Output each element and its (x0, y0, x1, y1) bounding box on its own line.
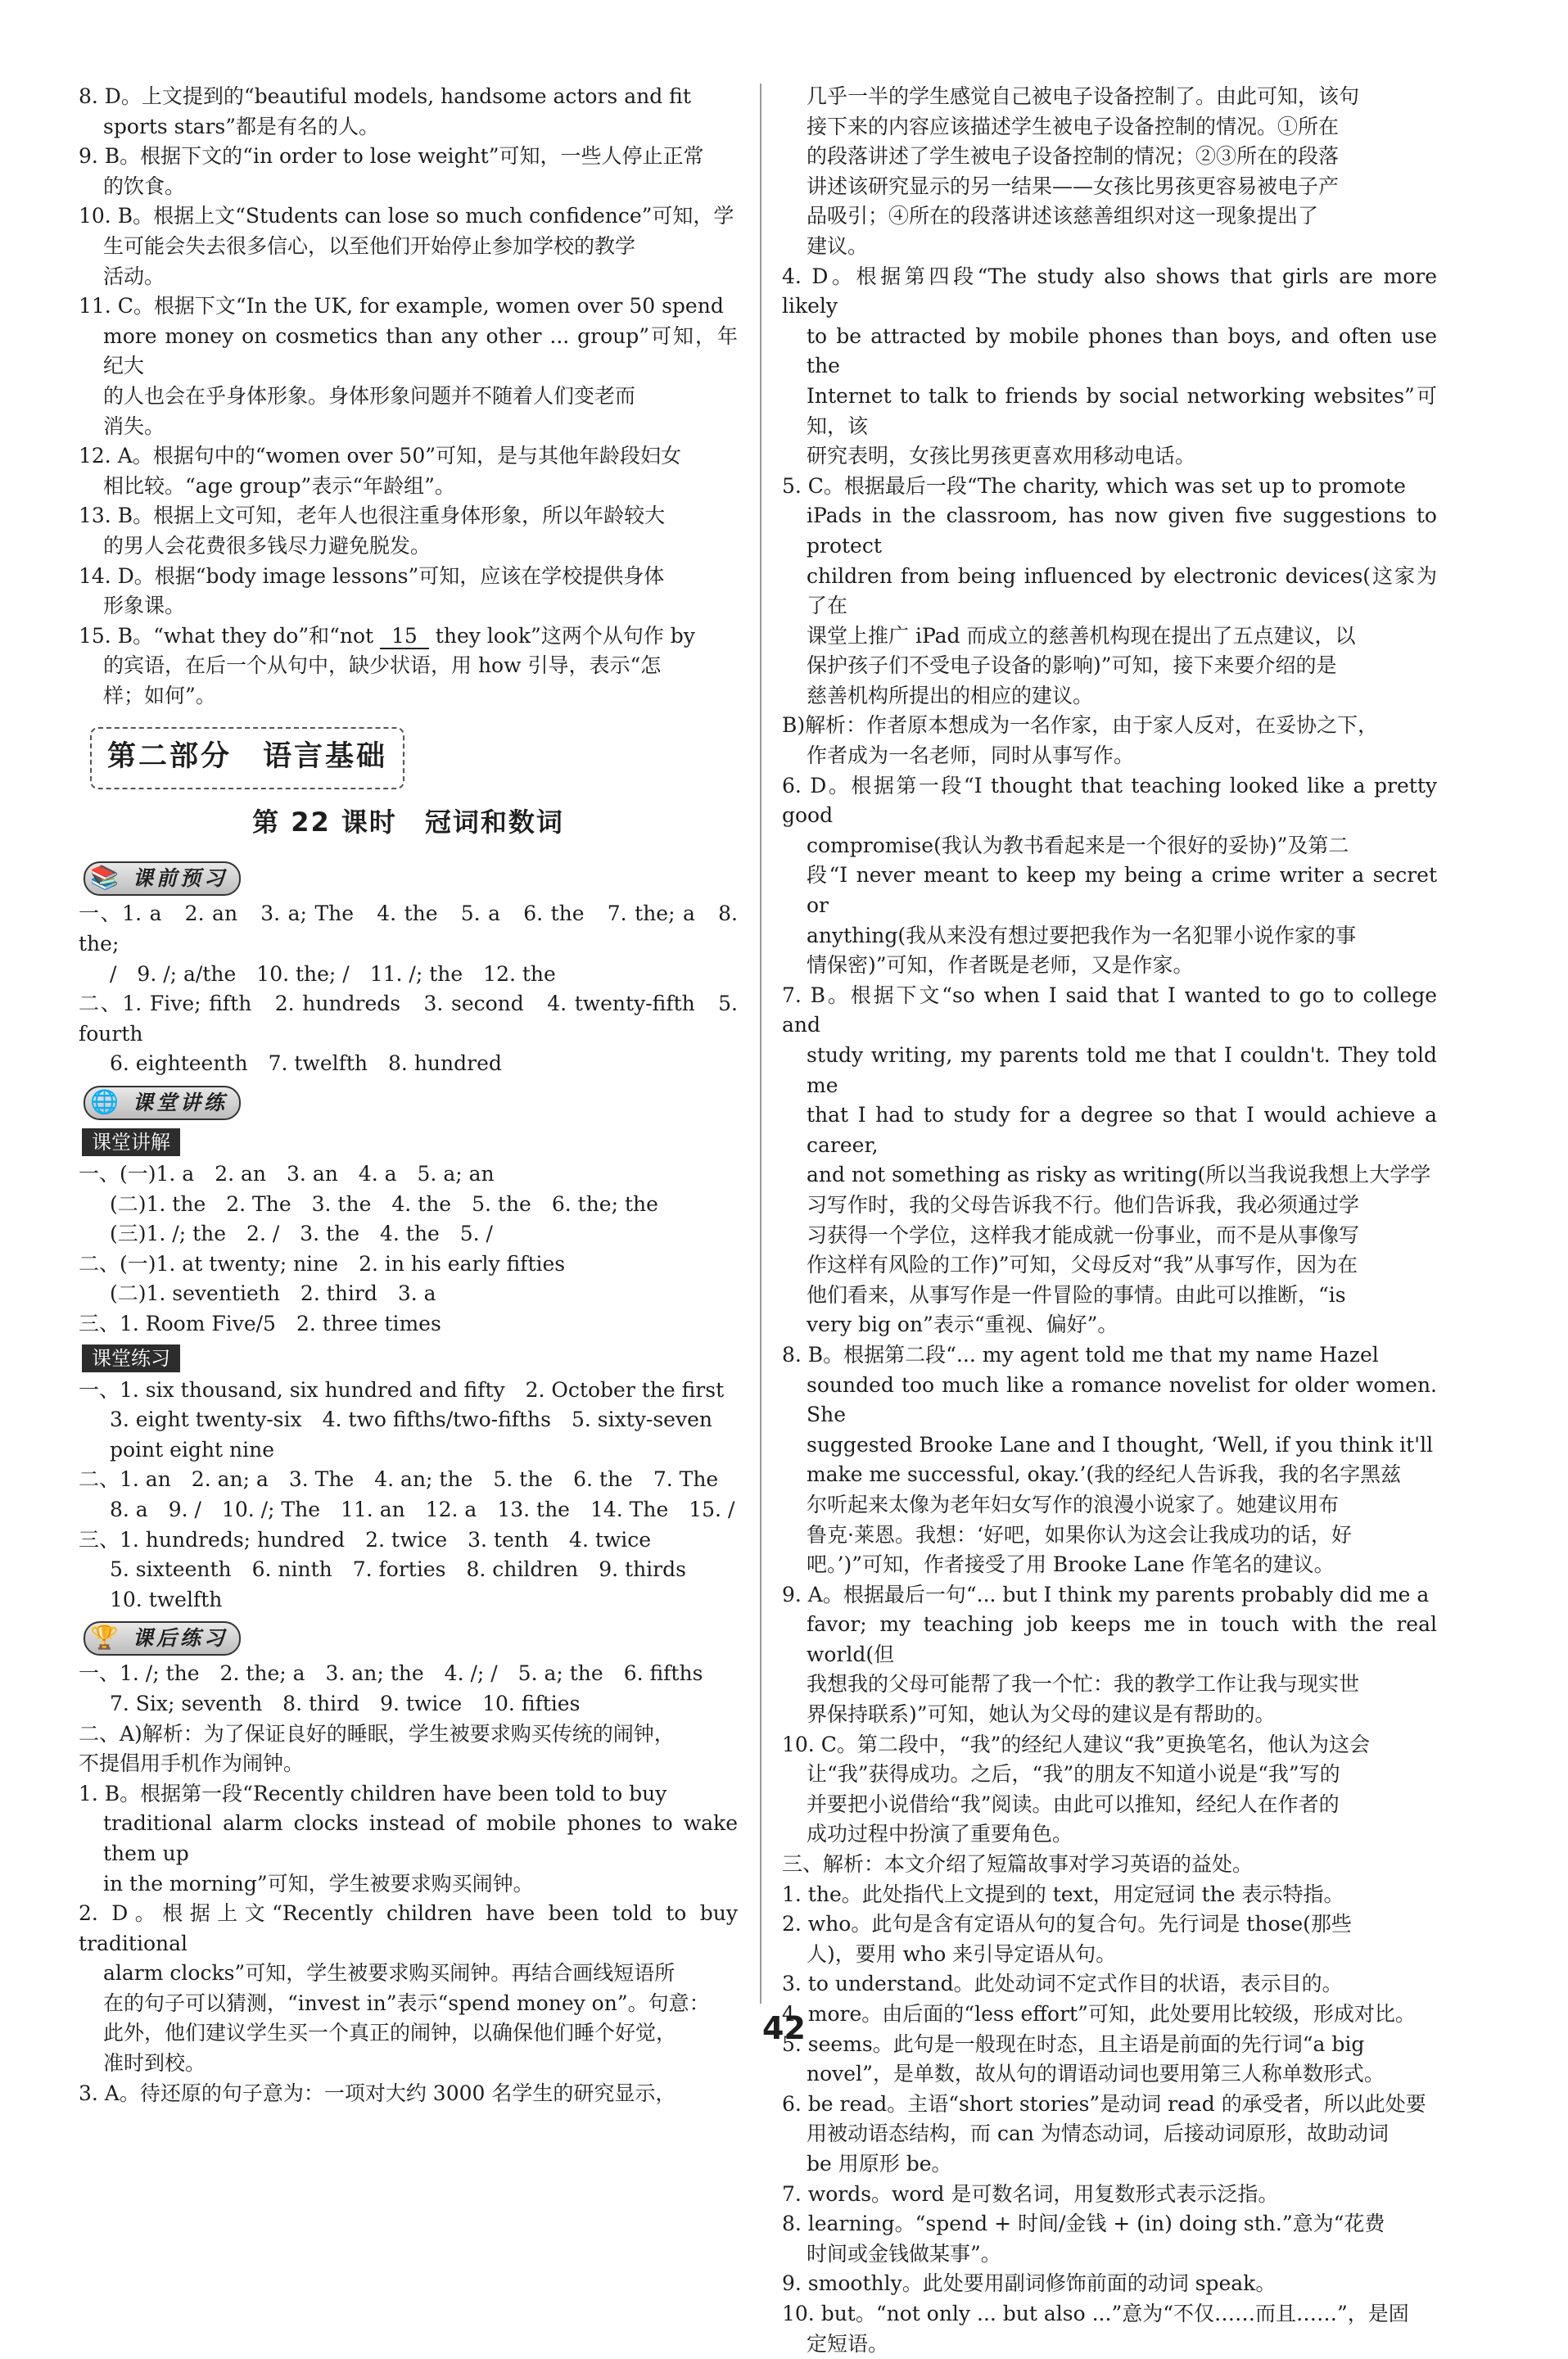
answer-line: 3. eight twenty-six 4. two fifths/two-fifths 5. sixty-seven (110, 1408, 712, 1432)
answer-line: 成功过程中扮演了重要角色。 (807, 1822, 1073, 1846)
answer-line: 1. B。根据第一段“Recently children have been told to buy (79, 1781, 667, 1805)
badge-label: 课后练习 (133, 1626, 228, 1651)
answer-line: 7. Six; seventh 8. third 9. twice 10. fifties (110, 1691, 581, 1715)
answer-line: more money on cosmetics than any other ... group”可知，年纪大 (103, 323, 738, 378)
answer-line: 5. sixteenth 6. ninth 7. forties 8. children 9. thirds (110, 1557, 686, 1582)
q15-before: 15. B。“what they do”和“not (79, 623, 381, 648)
answer-line: be 用原形 be。 (807, 2151, 952, 2176)
answer-line: 3. A。待还原的句子意为：一项对大约 3000 名学生的研究显示， (79, 2081, 676, 2105)
answer-line: 三、解析：本文介绍了短篇故事对学习英语的益处。 (782, 1852, 1254, 1877)
answer-line: 课堂上推广 iPad 而成立的慈善机构现在提出了五点建议，以 (807, 623, 1356, 648)
answer-line: 的人也会在乎身体形象。身体形象问题并不随着人们变老而 (103, 383, 636, 408)
answer-line: 人)，要用 who 来引导定语从句。 (807, 1941, 1117, 1966)
answer-line: 讲述该研究显示的另一结果——女孩比男孩更容易被电子产 (807, 174, 1340, 198)
answer-line: 品吸引；④所在的段落讲述该慈善组织对这一现象提出了 (807, 204, 1319, 228)
answer-line: 7. words。word 是可数名词，用复数形式表示泛指。 (782, 2181, 1279, 2206)
answer-line: 我想我的父母可能帮了我一个忙：我的教学工作让我与现实世 (807, 1672, 1360, 1697)
answer-line: 三、1. Room Five/5 2. three times (79, 1312, 441, 1335)
answer-line: 2. D。根据上文“Recently children have been told to buy traditional (79, 1901, 744, 1955)
answer-line: 在的句子可以猜测，“invest in”表示“spend money on”。句意： (103, 1991, 710, 2015)
answer-line: 10. C。第二段中，“我”的经纪人建议“我”更换笔名，他认为这会 (782, 1732, 1370, 1756)
answer-line: B)解析：作者原本想成为一名作家，由于家人反对，在妥协之下， (782, 713, 1379, 738)
answer-line: 接下来的内容应该描述学生被电子设备控制的情况。①所在 (807, 114, 1340, 138)
badge-label: 课堂讲练 (133, 1091, 228, 1115)
answer-line: 他们看来，从事写作是一件冒险的事情。由此可以推断，“is (807, 1282, 1346, 1307)
answer-line: 活动。 (103, 264, 165, 288)
answer-line: 情保密)”可知，作者既是老师，又是作家。 (807, 953, 1194, 978)
column-divider (760, 84, 761, 2004)
answer-line: 二、(一)1. at twenty; nine 2. in his early fifties (79, 1251, 566, 1276)
preview-answers (79, 899, 744, 1079)
section-badge-preview (84, 861, 241, 896)
answer-line: 准时到校。 (103, 2051, 206, 2076)
answer-line-15 (79, 621, 738, 652)
answer-line: 一、1. /; the 2. the; a 3. an; the 4. /; / 5. a; the 6. fifths (79, 1661, 703, 1686)
answer-line: 几乎一半的学生感觉自己被电子设备控制了。由此可知，该句 (807, 84, 1360, 108)
answer-line: 8. a 9. / 10. /; The 11. an 12. a 13. the 14. The 15. / (110, 1497, 735, 1521)
answer-line: 段“I never meant to keep my being a crime writer a secret or (807, 863, 1444, 918)
answer-line: 14. D。根据“body image lessons”可知，应该在学校提供身体 (79, 563, 665, 588)
answer-line: favor; my teaching job keeps me in touch with the real world(但 (807, 1612, 1444, 1666)
section-badge-after (84, 1621, 241, 1656)
page-number: 42 (762, 2010, 806, 2046)
answer-line: 的饮食。 (103, 174, 186, 198)
answer-line: 6. be read。主语“short stories”是动词 read 的承受者，所以此处要 (782, 2091, 1426, 2116)
answer-line: 9. A。根据最后一句“... but I think my parents probably did me a (782, 1582, 1430, 1607)
answer-line: 二、A)解析：为了保证良好的睡眠，学生被要求购买传统的闹钟， (79, 1721, 675, 1746)
answer-line: 一、1. a 2. an 3. a; The 4. the 5. a 6. the 7. the; a 8. the; (79, 902, 744, 956)
answer-block-1 (79, 82, 738, 711)
answer-line: 时间或金钱做某事”。 (807, 2241, 1001, 2266)
badge-label: 课前预习 (133, 866, 228, 891)
answer-line: 研究表明，女孩比男孩更喜欢用移动电话。 (807, 444, 1196, 468)
answer-line: 的男人会花费很多钱尽力避免脱发。 (103, 533, 432, 558)
answer-line: 尔听起来太像为老年妇女写作的浪漫小说家了。她建议用布 (807, 1492, 1340, 1516)
answer-line: children from being influenced by electronic devices(这家为了在 (807, 563, 1437, 618)
answer-line: sports stars”都是有名的人。 (103, 114, 380, 138)
globe-icon: 🌐 (90, 1088, 122, 1116)
answer-line: 2. who。此句是含有定语从句的复合句。先行词是 those(那些 (782, 1912, 1352, 1936)
left-column (79, 82, 744, 2108)
answer-line: 9. smoothly。此处要用副词修饰前面的动词 speak。 (782, 2271, 1277, 2296)
answer-line: 作这样有风险的工作)”可知，父母反对“我”从事写作，因为在 (807, 1253, 1358, 1277)
answer-line: 12. A。根据句中的“women over 50”可知，是与其他年龄段妇女 (79, 444, 682, 468)
answer-line: / 9. /; a/the 10. the; / 11. /; the 12. the (110, 961, 556, 986)
answer-line: 13. B。根据上文可知，老年人也很注重身体形象，所以年龄较大 (79, 504, 666, 528)
answer-line: 9. B。根据下文的“in order to lose weight”可知，一些人停止正常 (79, 144, 704, 169)
answer-line: 三、1. hundreds; hundred 2. twice 3. tenth 4. twice (79, 1527, 652, 1552)
q15-after: they look”这两个从句作 by (428, 623, 695, 648)
answer-line: 6. eighteenth 7. twelfth 8. hundred (110, 1051, 502, 1076)
answer-line: 保护孩子们不受电子设备的影响)”可知，接下来要介绍的是 (807, 653, 1337, 678)
answer-line: 消失。 (103, 414, 165, 438)
answer-line: 形象课。 (103, 594, 186, 618)
answer-line: 的段落讲述了学生被电子设备控制的情况；②③所在的段落 (807, 144, 1340, 169)
answer-line: 界保持联系)”可知，她认为父母的建议是有帮助的。 (807, 1702, 1276, 1727)
answer-line: 鲁克·莱恩。我想：‘好吧，如果你认为这会让我成功的话，好 (807, 1522, 1352, 1547)
answer-line: 10. B。根据上文“Students can lose so much confidence”可知，学 (79, 204, 734, 228)
answer-line: compromise(我认为教书看起来是一个很好的妥协)”及第二 (807, 833, 1349, 857)
answer-line: 生可能会失去很多信心，以至他们开始停止参加学校的教学 (103, 233, 636, 258)
answer-line: very big on”表示“重视、偏好”。 (807, 1313, 1118, 1337)
answer-line: 1. the。此处指代上文提到的 text，用定冠词 the 表示特指。 (782, 1882, 1344, 1906)
answer-line: 吧。’)”可知，作者接受了用 Brooke Lane 作笔名的建议。 (807, 1552, 1335, 1577)
answer-line: sounded too much like a romance novelist for older women. She (807, 1372, 1444, 1427)
answer-line: to be attracted by mobile phones than boys, and often use the (807, 323, 1444, 378)
answer-line: 5. seems。此句是一般现在时态，且主语是前面的先行词“a big (782, 2031, 1365, 2056)
answer-line: 不提倡用手机作为闹钟。 (79, 1751, 305, 1776)
tag-practice: 课堂练习 (82, 1344, 180, 1372)
answer-line: novel”，是单数，故从句的谓语动词也要用第三人称单数形式。 (807, 2062, 1385, 2086)
answer-line: 一、1. six thousand, six hundred and fifty 2. October the first (79, 1377, 725, 1402)
answer-line: (三)1. /; the 2. / 3. the 4. the 5. / (110, 1222, 493, 1246)
answer-line: 慈善机构所提出的相应的建议。 (807, 683, 1094, 707)
answer-line: alarm clocks”可知，学生被要求购买闹钟。再结合画线短语所 (103, 1961, 676, 1986)
books-icon: 📚 (90, 864, 122, 892)
answer-line: 一、(一)1. a 2. an 3. an 4. a 5. a; an (79, 1162, 495, 1186)
answer-line: 建议。 (807, 233, 869, 258)
answer-line: 8. B。根据第二段“... my agent told me that my name Hazel (782, 1342, 1379, 1367)
section-badge-class (84, 1086, 241, 1120)
answer-line: 6. D。根据第一段“I thought that teaching looked like a pretty good (782, 773, 1444, 828)
practice-answers (79, 1376, 738, 1616)
answer-line: (二)1. the 2. The 3. the 4. the 5. the 6. the; the (110, 1191, 658, 1216)
answer-line: 11. C。根据下文“In the UK, for example, women over 50 spend (79, 294, 724, 319)
answer-line: 4. more。由后面的“less effort”可知，此处要用比较级，形成对比。 (782, 2002, 1416, 2026)
answer-line: 10. twelfth (110, 1587, 223, 1611)
answer-line: 样；如何”。 (103, 683, 216, 707)
answer-line: 10. but。“not only ... but also ...”意为“不仅……而且……”，是固 (782, 2301, 1409, 2325)
answer-line: 习获得一个学位，这样我才能成就一份事业，而不是从事像写 (807, 1222, 1360, 1247)
answer-line: Internet to talk to friends by social networking websites”可知，该 (807, 383, 1437, 438)
tag-explain: 课堂讲解 (82, 1128, 180, 1156)
answer-line: 8. D。上文提到的“beautiful models, handsome actors and fit (79, 84, 691, 108)
answer-line: 用被动语态结构，而 can 为情态动词，后接动词原形，故助动词 (807, 2122, 1389, 2146)
answer-line: suggested Brooke Lane and I thought, ‘Well, if you think it'll (807, 1432, 1434, 1457)
answer-line: point eight nine (110, 1437, 275, 1462)
answer-line: that I had to study for a degree so that I would achieve a career, (807, 1103, 1444, 1157)
answer-line: 的宾语，在后一个从句中，缺少状语，用 how 引导，表示“怎 (103, 653, 662, 678)
answer-line: 5. C。根据最后一段“The charity, which was set up to promote (782, 473, 1406, 498)
answer-line: 并要把小说借给“我”阅读。由此可以推知，经纪人在作者的 (807, 1792, 1340, 1816)
part-title: 第二部分 语言基础 (90, 727, 404, 789)
answer-line: 二、1. an 2. an; a 3. The 4. an; the 5. the 6. the 7. The (79, 1467, 719, 1492)
answer-line: in the morning”可知，学生被要求购买闹钟。 (103, 1871, 534, 1896)
explain-answers (79, 1159, 738, 1340)
answer-line: traditional alarm clocks instead of mobile phones to wake them up (103, 1811, 744, 1865)
answer-line: iPads in the classroom, has now given five suggestions to protect (807, 504, 1444, 558)
answer-line: (二)1. seventieth 2. third 3. a (110, 1281, 436, 1306)
answer-line: and not something as risky as writing(所以当我说我想上大学学 (807, 1163, 1431, 1187)
answer-line: 7. B。根据下文“so when I said that I wanted to go to college and (782, 983, 1444, 1037)
answer-line: 作者成为一名老师，同时从事写作。 (807, 743, 1135, 768)
answer-line: 让“我”获得成功。之后，“我”的朋友不知道小说是“我”写的 (807, 1762, 1340, 1787)
answer-line: 相比较。“age group”表示“年龄组”。 (103, 473, 455, 498)
answer-line: 4. D。根据第四段“The study also shows that girls are more likely (782, 264, 1444, 319)
answer-line: 8. learning。“spend + 时间/金钱 + (in) doing sth.”意为“花费 (782, 2212, 1385, 2236)
answer-line: make me successful, okay.’(我的经纪人告诉我，我的名字黑兹 (807, 1462, 1402, 1487)
answer-line: 二、1. Five; fifth 2. hundreds 3. second 4. twenty-fifth 5. fourth (79, 992, 744, 1046)
answer-line: 此外，他们建议学生买一个真正的闹钟，以确保他们睡个好觉， (103, 2021, 677, 2045)
trophy-icon: 🏆 (90, 1624, 122, 1652)
answer-line: study writing, my parents told me that I couldn't. They told me (807, 1043, 1444, 1097)
answer-line: anything(我从来没有想过要把我作为一名犯罪小说作家的事 (807, 923, 1357, 947)
answer-line: 习写作时，我的父母告诉我不行。他们告诉我，我必须通过学 (807, 1192, 1360, 1217)
answer-line: 3. to understand。此处动词不定式作目的状语，表示目的。 (782, 1972, 1343, 1996)
lesson-title: 第 22 课时 冠词和数词 (252, 807, 564, 838)
answer-line: 定短语。 (807, 2331, 889, 2356)
q15-blank: 15 (380, 625, 429, 649)
